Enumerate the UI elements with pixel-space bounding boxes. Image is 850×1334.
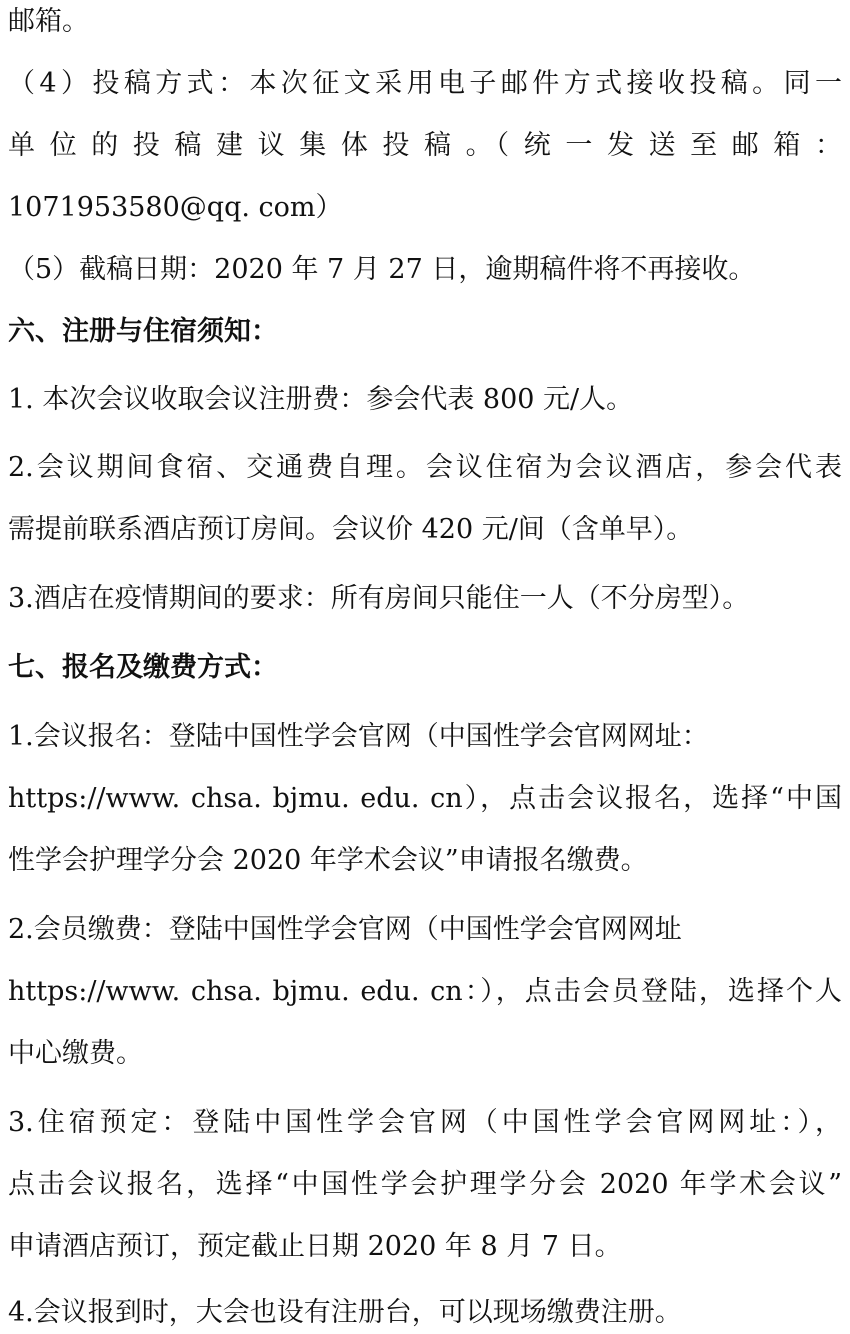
email-text-line: 1071953580@qq. com）: [8, 192, 343, 223]
url-text-line: https://www. chsa. bjmu. edu. cn：），点击会员登陆，选择个人: [8, 976, 842, 1007]
text-line: 3.住宿预定：登陆中国性学会官网（中国性学会官网网址：），: [8, 1107, 842, 1138]
text-line: 需提前联系酒店预订房间。会议价 420 元/间（含单早）。: [8, 514, 694, 545]
text-line: 3.酒店在疫情期间的要求：所有房间只能住一人（不分房型）。: [8, 583, 750, 614]
text-line: 中心缴费。: [8, 1038, 143, 1069]
text-line: 2.会议期间食宿、交通费自理。会议住宿为会议酒店，参会代表: [8, 452, 842, 483]
section-heading: 七、报名及缴费方式：: [8, 652, 278, 683]
text-line: 单 位 的 投 稿 建 议 集 体 投 稿 。（ 统 一 发 送 至 邮 箱 ：: [8, 130, 842, 161]
text-line: 1. 本次会议收取会议注册费：参会代表 800 元/人。: [8, 384, 634, 415]
text-line: 2.会员缴费：登陆中国性学会官网（中国性学会官网网址: [8, 914, 682, 945]
text-line: （5）截稿日期：2020 年 7 月 27 日，逾期稿件将不再接收。: [8, 254, 756, 285]
text-line: 1.会议报名：登陆中国性学会官网（中国性学会官网网址：: [8, 721, 709, 752]
text-line: 性学会护理学分会 2020 年学术会议”申请报名缴费。: [8, 845, 648, 876]
text-line: （4）投稿方式：本次征文采用电子邮件方式接收投稿。同一: [8, 68, 842, 99]
text-line: 邮箱。: [8, 6, 89, 37]
text-line: 4.会议报到时，大会也设有注册台，可以现场缴费注册。: [8, 1297, 682, 1328]
text-line: 申请酒店预订，预定截止日期 2020 年 8 月 7 日。: [8, 1231, 622, 1262]
text-line: 点击会议报名，选择“中国性学会护理学分会 2020 年学术会议”: [8, 1169, 842, 1200]
url-text-line: https://www. chsa. bjmu. edu. cn），点击会议报名，选择“中国: [8, 783, 842, 814]
section-heading: 六、注册与住宿须知：: [8, 316, 278, 347]
